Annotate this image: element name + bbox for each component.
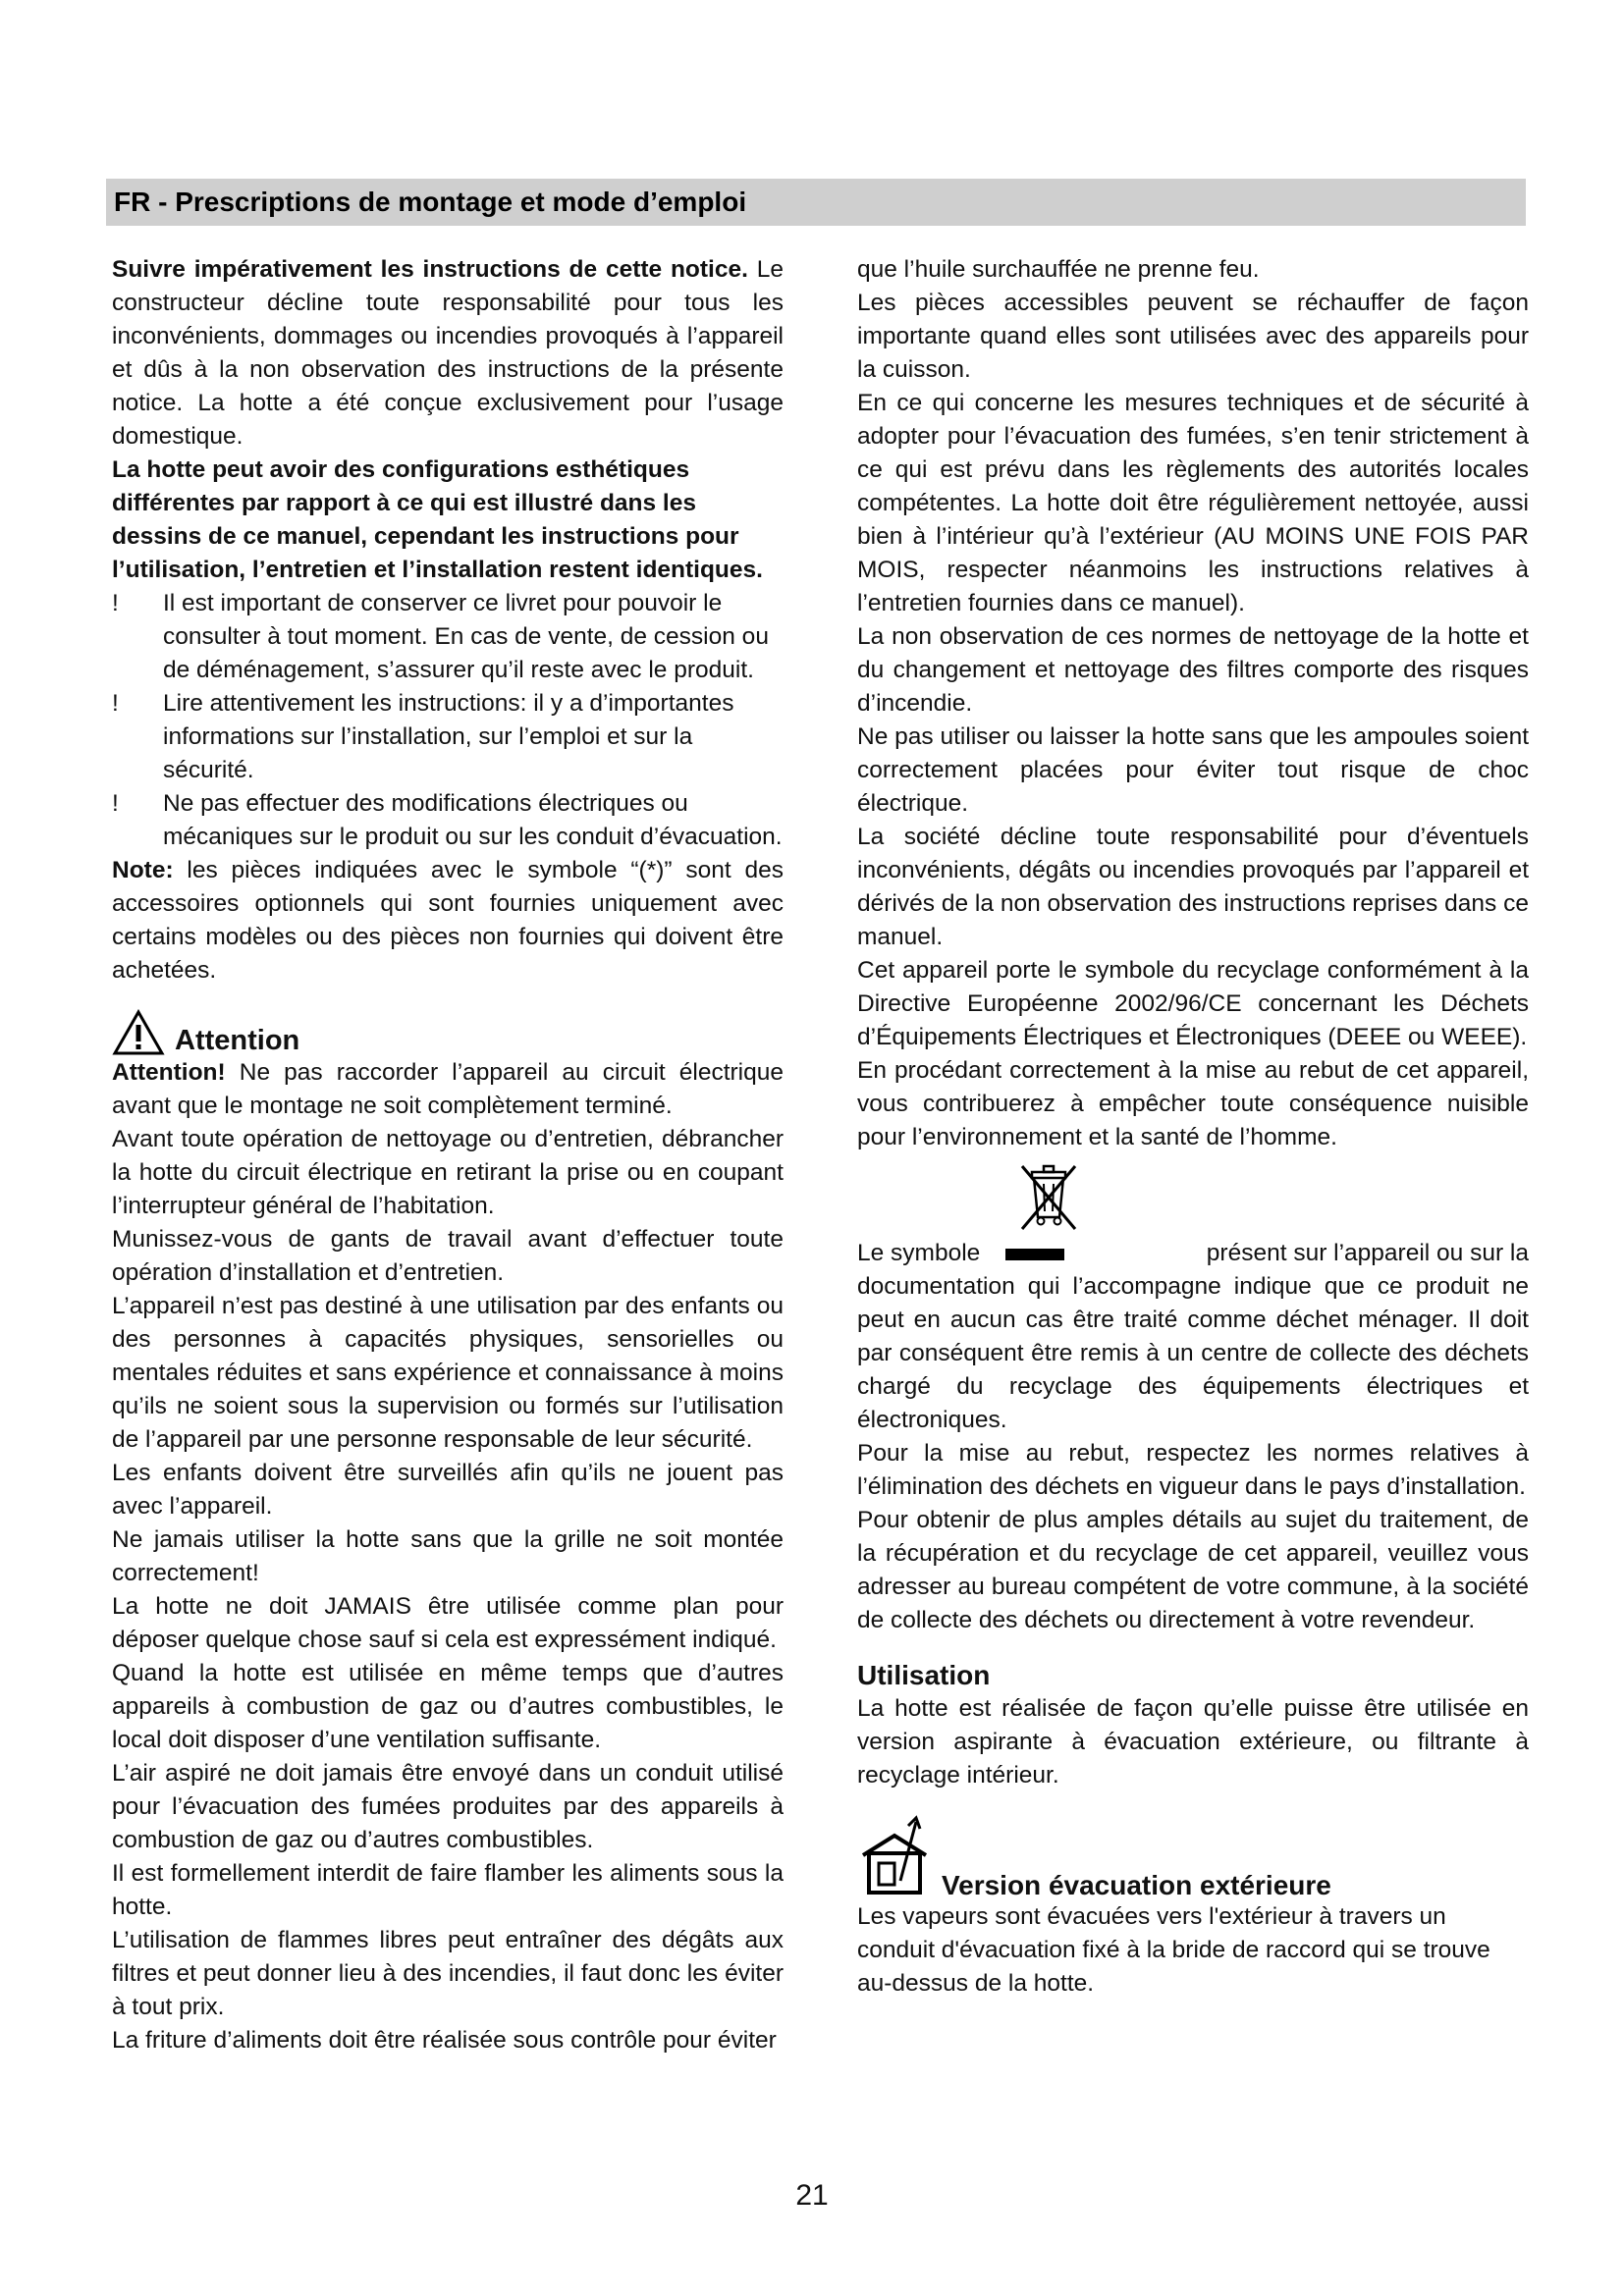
safety-paragraph: La hotte ne doit JAMAIS être utilisée comme plan pour déposer quelque chose sauf si cela est expressément indiqué. <box>112 1593 784 1653</box>
bullet-text: Ne pas effectuer des modifications électriques ou mécaniques sur le produit ou sur les conduit d’évacuation. <box>163 790 783 850</box>
symbol-post: présent sur l’appareil ou sur la <box>1206 1240 1529 1266</box>
safety-paragraph: L’utilisation de flammes libres peut entraîner des dégâts aux filtres et peut donner lieu à des incendies, il faut donc les éviter à tout prix. <box>112 1927 784 2020</box>
version-paragraph: Les vapeurs sont évacuées vers l'extérieur à travers un conduit d'évacuation fixé à la bride de raccord qui se trouve au-dessus de la hotte. <box>857 1903 1490 1997</box>
utilisation-paragraph: La hotte est réalisée de façon qu’elle puisse être utilisée en version aspirante à évacuation extérieure, ou filtrante à recyclage intérieur. <box>857 1695 1529 1789</box>
attention-paragraph <box>112 1056 784 1123</box>
page-number: 21 <box>795 2179 829 2212</box>
intro-paragraph <box>112 253 784 454</box>
safety-paragraph: Les enfants doivent être surveillés afin qu’ils ne jouent pas avec l’appareil. <box>112 1460 784 1520</box>
body-paragraph: La non observation de ces normes de nettoyage de la hotte et du changement et nettoyage des filtres comporte des risques d’incendie. <box>857 623 1529 717</box>
version-heading-row <box>857 1806 1529 1900</box>
note-text: les pièces indiquées avec le symbole “(*)” sont des accessoires optionnels qui sont fournies uniquement avec certains modèles ou des pièces non fournies qui doivent être achetées. <box>112 857 784 984</box>
body-paragraph: que l’huile surchauffée ne prenne feu. <box>857 256 1260 283</box>
attention-heading: Attention <box>175 1025 300 1056</box>
weee-symbol-area <box>857 1154 1529 1237</box>
safety-paragraph: L’air aspiré ne doit jamais être envoyé dans un conduit utilisé pour l’évacuation des fumées produites par des appareils à combustion de gaz ou d’autres combustibles. <box>112 1760 784 1853</box>
exclamation-icon: ! <box>112 690 119 717</box>
attention-heading-row <box>112 1001 784 1056</box>
utilisation-heading: Utilisation <box>857 1660 991 1690</box>
body-paragraph: En ce qui concerne les mesures techniques et de sécurité à adopter pour l’évacuation des fumées, s’en tenir strictement à ce qui est prévu dans les règlements des autorités locales compétentes. La hotte doit être régulièrement nettoyée, aussi bien à l’intérieur qu’à l’extérieur (AU MOINS UNE FOIS PAR MOIS, respecter néanmoins les instructions relatives à l’entretien fournies dans ce manuel). <box>857 390 1529 616</box>
bullet-item <box>112 687 784 787</box>
note-label: Note: <box>112 857 174 883</box>
body-paragraph: La société décline toute responsabilité pour d’éventuels inconvénients, dégâts ou incendies provoqués par l’appareil et dérivés de la non observation des instructions reprises dans ce manuel. <box>857 824 1529 950</box>
black-bar-icon <box>1005 1249 1064 1260</box>
safety-paragraph: Il est formellement interdit de faire flamber les aliments sous la hotte. <box>112 1860 784 1920</box>
body-paragraph: Pour la mise au rebut, respectez les normes relatives à l’élimination des déchets en vigueur dans le pays d’installation. <box>857 1440 1529 1500</box>
body-paragraph: Ne pas utiliser ou laisser la hotte sans que les ampoules soient correctement placées pour éviter tout risque de choc électrique. <box>857 723 1529 817</box>
left-column <box>112 253 784 2057</box>
safety-paragraph: Ne jamais utiliser la hotte sans que la grille ne soit montée correctement! <box>112 1526 784 1586</box>
body-paragraph: Les pièces accessibles peuvent se réchauffer de façon importante quand elles sont utilisées avec des appareils pour la cuisson. <box>857 290 1529 383</box>
symbol-pre <box>857 1237 1090 1270</box>
crossed-out-bin-icon <box>1014 1160 1083 1233</box>
bullet-text: Il est important de conserver ce livret pour pouvoir le consulter à tout moment. En cas de vente, de cession ou de déménagement, s’assurer qu’il reste avec le produit. <box>163 590 769 683</box>
version-heading: Version évacuation extérieure <box>942 1870 1331 1900</box>
bullet-text: Lire attentivement les instructions: il y a d’importantes informations sur l’installation, sur l’emploi et sur la sécurité. <box>163 690 734 783</box>
attention-label: Attention! <box>112 1059 226 1086</box>
bullet-item <box>112 587 784 687</box>
exclamation-icon: ! <box>112 790 119 817</box>
intro-rest: Le constructeur décline toute responsabilité pour tous les inconvénients, dommages ou incendies provoqués à l’appareil et dûs à la non observation des instructions de la présente notice. La hotte a été conçue exclusivement pour l’usage domestique. <box>112 256 784 450</box>
safety-paragraph: Quand la hotte est utilisée en même temps que d’autres appareils à combustion de gaz ou d’autres combustibles, le local doit disposer d’une ventilation suffisante. <box>112 1660 784 1753</box>
symbol-line <box>857 1237 1529 1270</box>
body-paragraph: En procédant correctement à la mise au rebut de cet appareil, vous contribuerez à empêcher toute conséquence nuisible pour l’environnement et la santé de l’homme. <box>857 1057 1529 1150</box>
safety-paragraph: Avant toute opération de nettoyage ou d’entretien, débrancher la hotte du circuit électrique en retirant la prise ou en coupant l’interrupteur général de l’habitation. <box>112 1126 784 1219</box>
warning-triangle-icon <box>112 1009 165 1056</box>
right-column <box>857 253 1529 2001</box>
safety-paragraph: L’appareil n’est pas destiné à une utilisation par des enfants ou des personnes à capacités physiques, sensorielles ou mentales réduites et sans expérience et connaissance à moins qu’ils ne soient sous la supervision ou formés sur l’utilisation de l’appareil par une personne responsable de leur sécurité. <box>112 1293 784 1453</box>
safety-paragraph: Munissez-vous de gants de travail avant d’effectuer toute opération d’installation et d’entretien. <box>112 1226 784 1286</box>
body-paragraph: Cet appareil porte le symbole du recyclage conformément à la Directive Européenne 2002/96/CE concernant les Déchets d’Équipements Électriques et Électroniques (DEEE ou WEEE). <box>857 957 1529 1050</box>
note-paragraph <box>112 854 784 988</box>
body-paragraph: documentation qui l’accompagne indique que ce produit ne peut en aucun cas être traité comme déchet ménager. Il doit par conséquent être remis à un centre de collecte des déchets chargé du recyclage des équipements électriques et électroniques. <box>857 1273 1529 1433</box>
safety-paragraph: La friture d’aliments doit être réalisée sous contrôle pour éviter <box>112 2027 777 2054</box>
exclamation-icon: ! <box>112 590 119 616</box>
bullet-item <box>112 787 784 854</box>
section-title: FR - Prescriptions de montage et mode d’emploi <box>114 187 747 217</box>
symbol-pre-text: Le symbole <box>857 1240 981 1266</box>
attention-text: Ne pas raccorder l’appareil au circuit électrique avant que le montage ne soit complètement terminé. <box>112 1059 784 1119</box>
intro-bold: Suivre impérativement les instructions de cette notice. <box>112 256 748 283</box>
house-exhaust-icon <box>857 1812 934 1900</box>
config-notice: La hotte peut avoir des configurations esthétiques différentes par rapport à ce qui est illustré dans les dessins de ce manuel, cependant les instructions pour l’utilisation, l’entretien et l’installation restent identiques. <box>112 456 763 583</box>
section-header-bar <box>106 179 1526 226</box>
body-paragraph: Pour obtenir de plus amples détails au sujet du traitement, de la récupération et du recyclage de cet appareil, veuillez vous adresser au bureau compétent de votre commune, à la société de collecte des déchets ou directement à votre revendeur. <box>857 1507 1529 1633</box>
